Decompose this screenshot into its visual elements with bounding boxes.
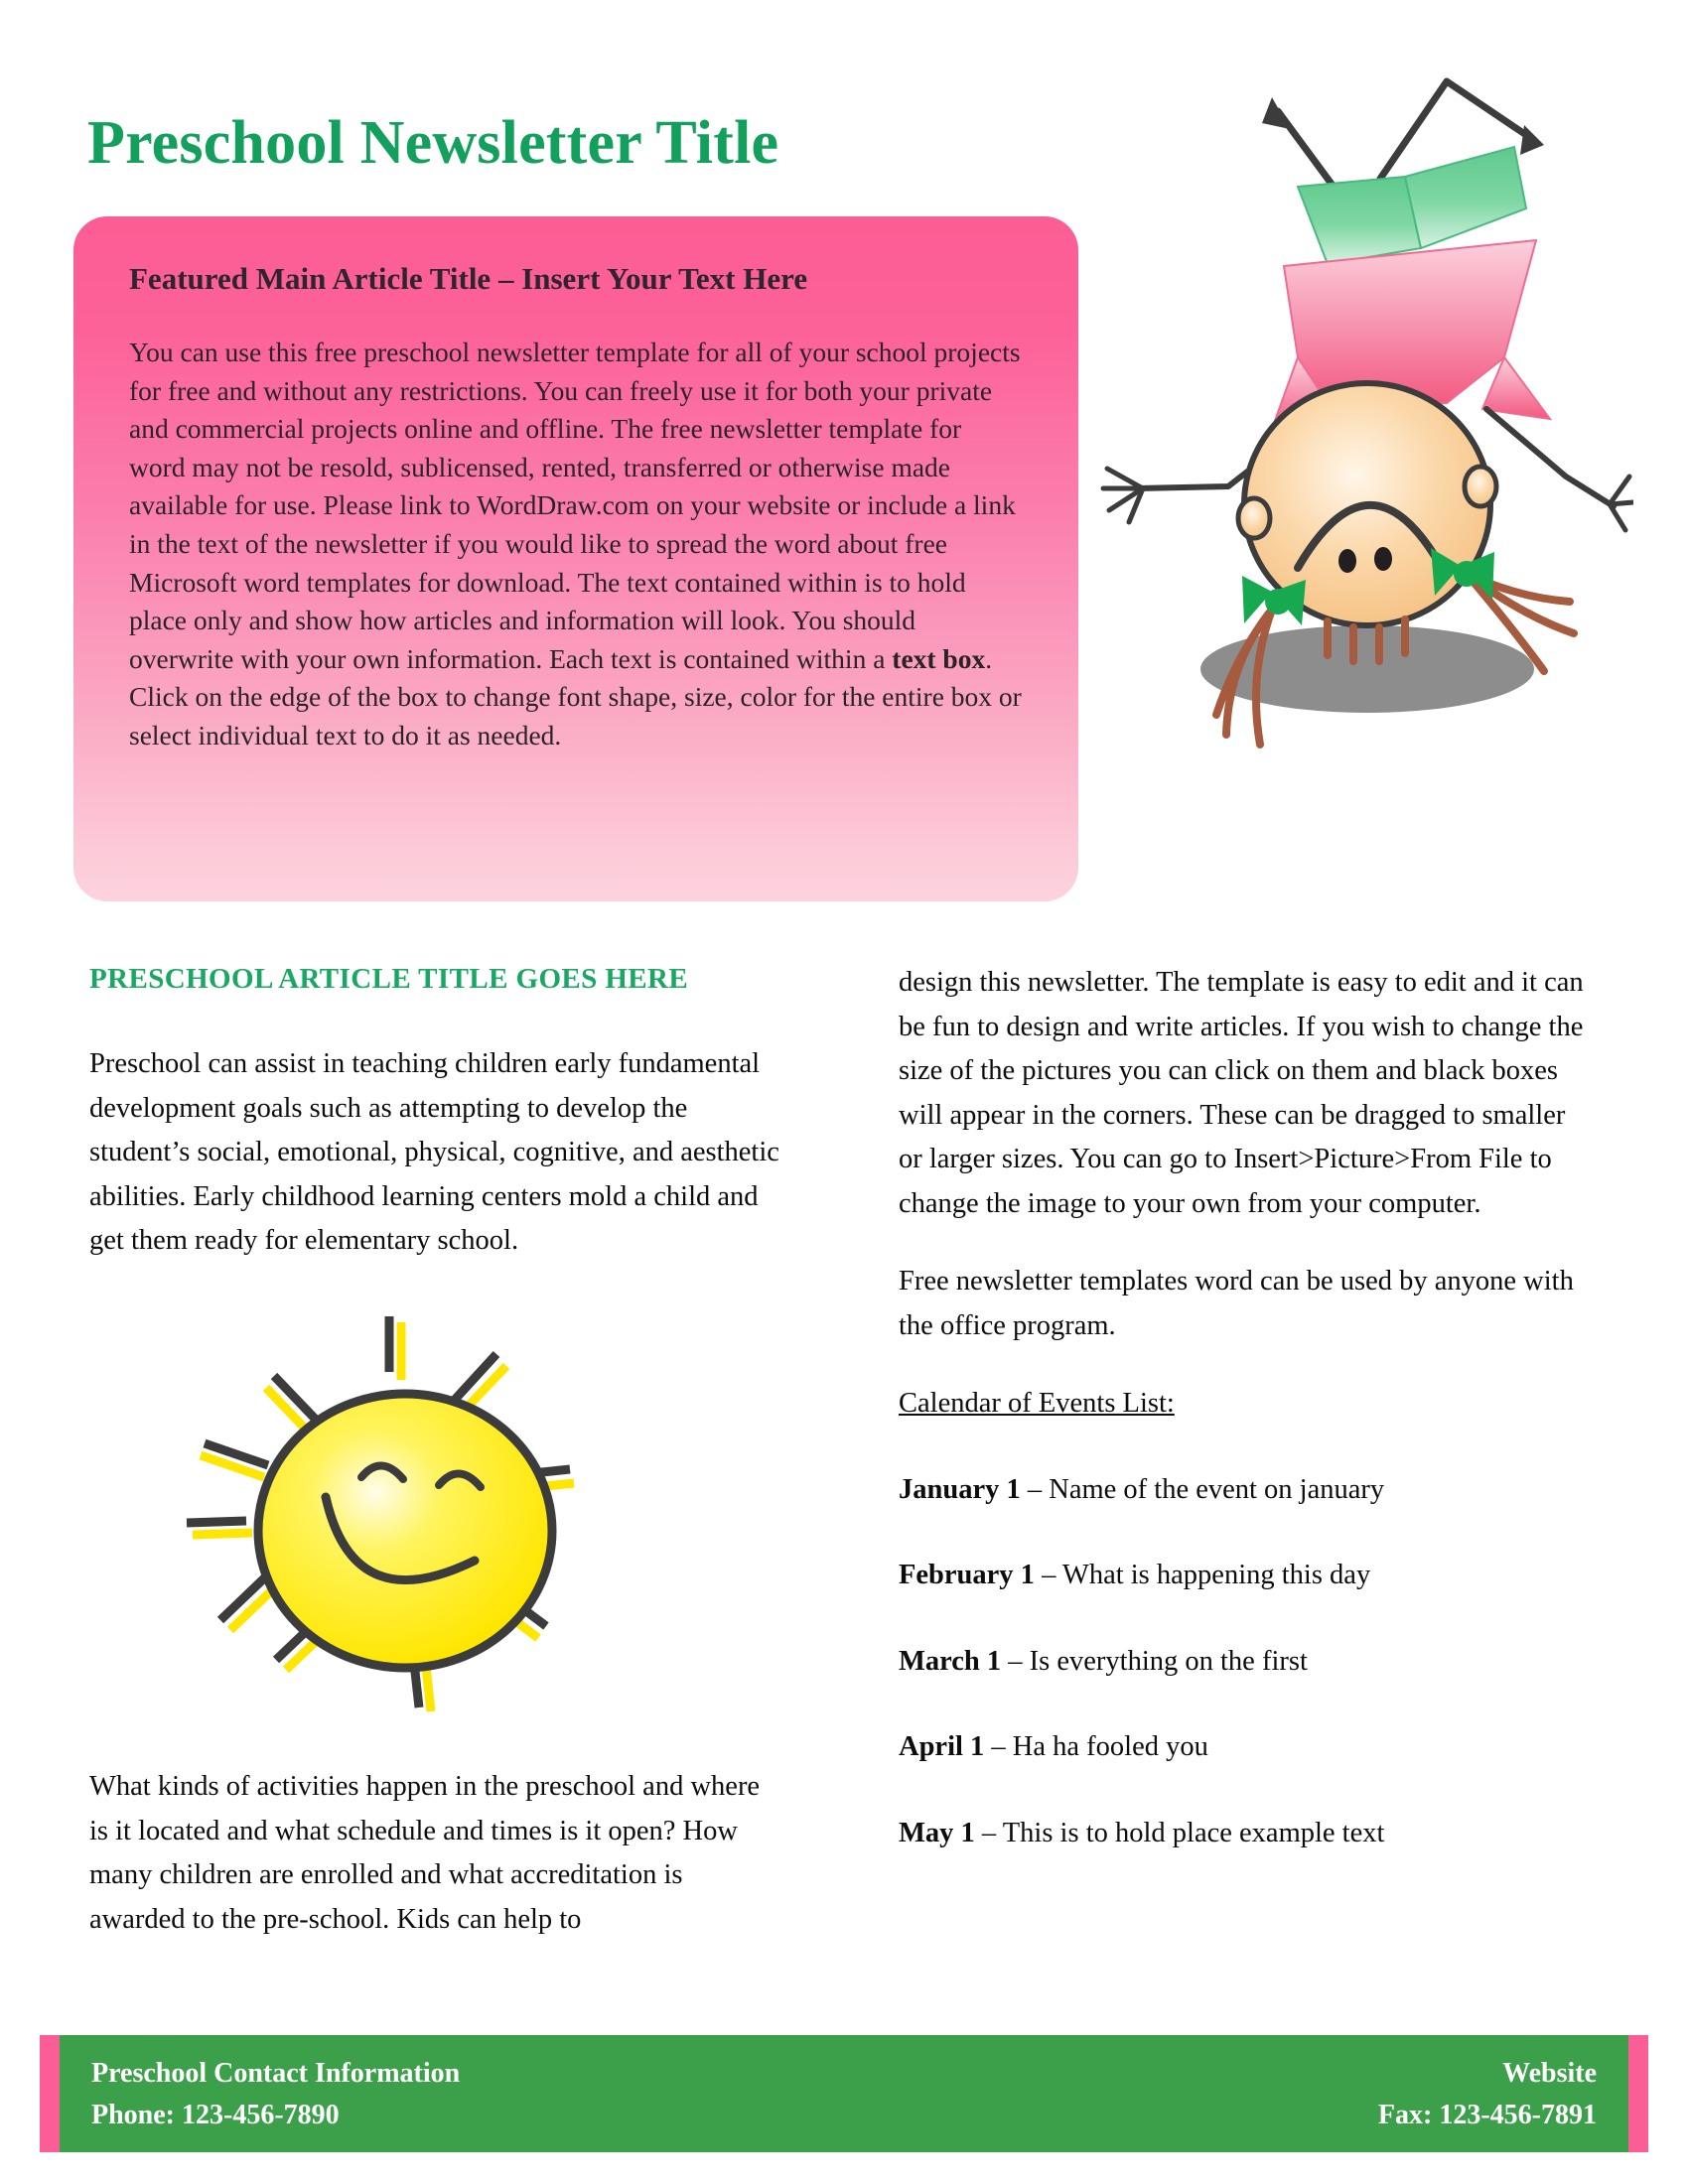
footer-row-bottom [91,2095,1597,2136]
calendar-item-description: – Name of the event on january [1020,1473,1385,1505]
left-column-heading: PRESCHOOL ARTICLE TITLE GOES HERE [89,963,689,995]
featured-body-part-2: . Click on the edge of the box to change font shape, size, color for the entire box or select individual text to do it as needed. [129,642,1022,751]
left-column [89,961,784,1297]
fax-number: Fax: 123-456-7891 [1377,2100,1597,2130]
calendar-of-events-list [899,1468,1594,1856]
contact-information-label: Preschool Contact Information [91,2058,461,2089]
featured-body-bold: text box [892,642,986,674]
phone-number: Phone: 123-456-7890 [91,2100,340,2130]
right-column [899,961,1594,1897]
calendar-item-description: – This is to hold place example text [974,1817,1385,1848]
featured-article-box [73,216,1078,901]
footer-green-band [60,2035,1628,2152]
left-column-paragraph-2: What kinds of activities happen in the preschool and where is it located and what schedule and times is it open? How many children are enrolled and what accreditation is awarded to the pre-school. Kids can help to [89,1771,761,1935]
girl-handstand-illustration [1077,60,1633,884]
left-column-lower [89,1765,784,1942]
smiling-sun-illustration [169,1310,606,1737]
calendar-item-month: March 1 [899,1645,1002,1677]
footer-row-top [91,2053,1597,2095]
calendar-item [899,1468,1594,1513]
right-column-paragraph-1: design this newsletter. The template is easy to edit and it can be fun to design and write articles. If you wish to change the size of the pictures you can click on them and black boxes will appear in the corners. These can be dragged to smaller or larger sizes. You can go to Insert>Picture>From File to change the image to your own from your computer. [899,967,1584,1219]
calendar-item-month: February 1 [899,1560,1035,1590]
calendar-item [899,1640,1594,1685]
left-column-paragraph-1: Preschool can assist in teaching children early fundamental development goals such as attempting to develop the student’s social, emotional, physical, cognitive, and aesthetic abilities. Early childhood learning centers mold a child and get them ready for elementary school. [89,1048,779,1256]
calendar-item [899,1554,1594,1598]
calendar-item [899,1725,1594,1770]
calendar-item-description: – Ha ha fooled you [984,1731,1208,1762]
website-label: Website [1502,2058,1597,2089]
page-title: Preschool Newsletter Title [87,109,779,177]
calendar-item-description: – Is everything on the first [1001,1645,1308,1677]
calendar-item-month: January 1 [899,1473,1021,1505]
calendar-item [899,1812,1594,1856]
calendar-of-events-title: Calendar of Events List: [899,1388,1175,1419]
featured-article-body [129,334,1023,755]
footer [40,2035,1648,2152]
calendar-item-month: April 1 [899,1731,985,1762]
masthead [87,107,1090,197]
calendar-item-description: – What is happening this day [1034,1560,1371,1590]
calendar-item-month: May 1 [899,1817,975,1848]
featured-article-heading: Featured Main Article Title – Insert Your Text Here [129,261,808,296]
right-column-paragraph-2: Free newsletter templates word can be used by anyone with the office program. [899,1266,1574,1341]
featured-body-part-1: You can use this free preschool newsletter template for all of your school projects for free and without any restrictions. You can freely use it for both your private and commercial projects online and offline. The free newsletter template for word may not be resold, sublicensed, rented, transferred or otherwise made available for use. Please link to WordDraw.com on your website or include a link in the text of the newsletter if you would like to spread the word about free Microsoft word templates for download. The text contained within is to hold place only and show how articles and information will look. You should overwrite with your own information. Each text is contained within a [129,337,1021,674]
